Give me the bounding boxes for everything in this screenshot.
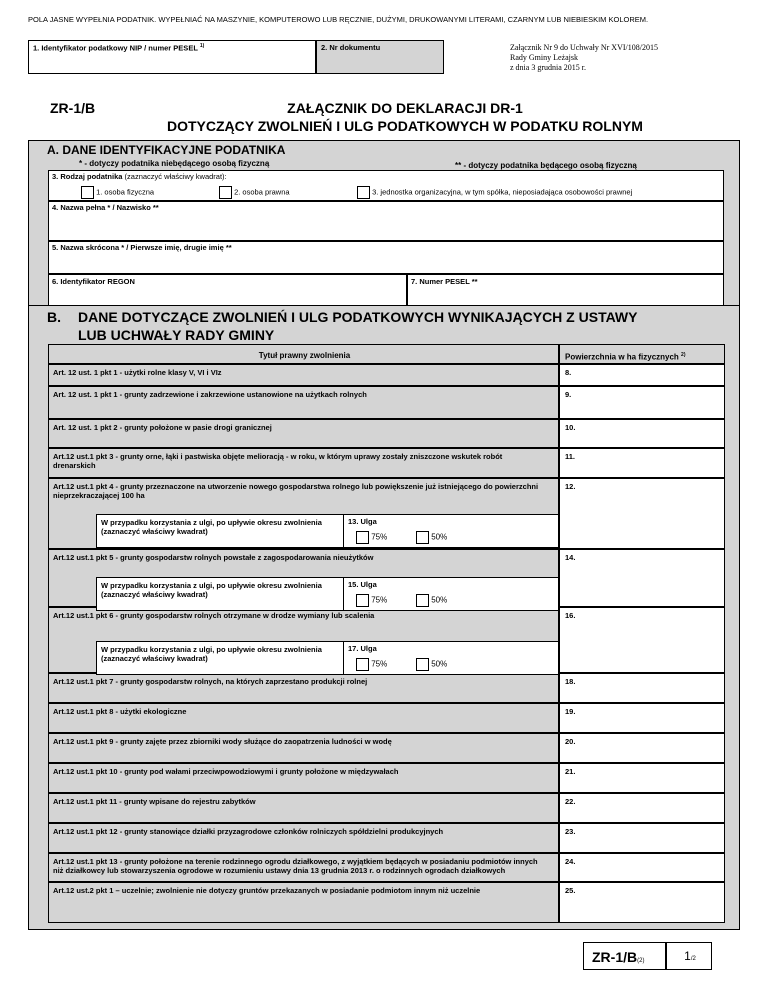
row-title-cell xyxy=(48,703,559,733)
attachment-line: Rady Gminy Leżajsk xyxy=(510,53,578,62)
area-input[interactable] xyxy=(559,823,725,853)
row-title: Art.12 ust.1 pkt 8 - użytki ekologiczne xyxy=(53,707,187,716)
field-number: 11. xyxy=(565,452,576,461)
field-number: 14. xyxy=(565,553,576,562)
regon-field[interactable] xyxy=(48,274,407,306)
area-input[interactable] xyxy=(559,703,725,733)
area-input[interactable] xyxy=(559,607,725,673)
field-number: 25. xyxy=(565,886,576,895)
regon-label: 6. Identyfikator REGON xyxy=(52,277,135,286)
field-number: 24. xyxy=(565,857,576,866)
attachment-note xyxy=(510,43,658,73)
option-label: 3. jednostka organizacyjna, w tym spółka, nieposiadająca osobowości prawnej xyxy=(372,187,633,197)
section-a-letter: A. xyxy=(47,143,59,157)
field-number: 23. xyxy=(565,827,576,836)
field-number: 12. xyxy=(565,482,576,491)
checkbox[interactable] xyxy=(219,186,232,199)
footer-code-box xyxy=(583,942,666,970)
col-area-label: Powierzchnia w ha fizycznych xyxy=(565,352,679,362)
checkbox[interactable] xyxy=(416,531,429,544)
pct-label: 50% xyxy=(431,532,448,542)
checkbox[interactable] xyxy=(81,186,94,199)
option-natural-person[interactable] xyxy=(81,186,154,199)
row-title: Art.12 ust.1 pkt 13 - grunty położone na terenie rodzinnego ogrodu działkowego, z wyjątkiem będących w posiadaniu podmiotów innych niż działkowcy lub stowarzyszenia ogrodowe w rozumieniu ustawy dnia 13 grudnia 2013 r. o rodzinnych ogrodach działkowych xyxy=(53,857,538,875)
field-number: 9. xyxy=(565,390,572,399)
page-current: 1 xyxy=(684,949,691,963)
footnote-ref: 2) xyxy=(681,352,686,358)
relief-label: 17. Ulga xyxy=(348,644,377,653)
option-legal-person[interactable] xyxy=(219,186,290,199)
row-title: Art. 12 ust. 1 pkt 1 - użytki rolne klasy V, VI i VIz xyxy=(53,368,222,377)
form-instruction: POLA JASNE WYPEŁNIA PODATNIK. WYPEŁNIAĆ NA MASZYNIE, KOMPUTEROWO LUB RĘCZNIE, DUŻYMI, DRUKOWANYMI LITERAMI, CZARNYM LUB NIEBIESKIM KOLOREM. xyxy=(28,15,649,24)
taxpayer-type-field xyxy=(48,170,724,201)
row-title-cell xyxy=(48,733,559,763)
section-b-title-line1: DANE DOTYCZĄCE ZWOLNIEŃ I ULG PODATKOWYCH WYNIKAJĄCYCH Z USTAWY xyxy=(78,309,638,325)
field-number: 18. xyxy=(565,677,576,686)
relief-option-50[interactable] xyxy=(416,594,447,607)
area-input[interactable] xyxy=(559,733,725,763)
relief-text: W przypadku korzystania z ulgi, po upływie okresu zwolnienia (zaznaczyć właściwy kwadrat) xyxy=(101,645,322,663)
area-input[interactable] xyxy=(559,386,725,419)
section-b-letter: B. xyxy=(47,309,61,325)
footer-code-text: ZR-1/B xyxy=(592,949,638,965)
relief-option-50[interactable] xyxy=(416,658,447,671)
col-area-caption xyxy=(565,352,686,362)
footnote-ref: 1) xyxy=(199,43,205,49)
row-title: Art.12 ust.2 pkt 1 – uczelnie; zwolnienie nie dotyczy gruntów przekazanych w posiadanie podmiotom innym niż uczelnie xyxy=(53,886,481,895)
checkbox[interactable] xyxy=(416,594,429,607)
row-title-cell xyxy=(48,882,559,923)
pct-label: 50% xyxy=(431,659,448,669)
row-title-cell xyxy=(48,763,559,793)
col-header-title xyxy=(48,344,559,364)
relief-option-75[interactable] xyxy=(356,658,387,671)
relief-box xyxy=(96,641,559,675)
field-number: 8. xyxy=(565,368,572,377)
row-title-cell xyxy=(48,793,559,823)
checkbox[interactable] xyxy=(416,658,429,671)
taxpayer-type-caption xyxy=(52,172,227,181)
row-title: Art.12 ust.1 pkt 4 - grunty przeznaczone na utworzenie nowego gospodarstwa rolnego lub powiększenie już istniejącego do powierzchni nieprzekraczającej 100 ha xyxy=(53,482,539,500)
row-title: Art.12 ust.1 pkt 3 - grunty orne, łąki i pastwiska objęte melioracją - w roku, w którym uprawy zostały zniszczone wskutek robót drenarskich xyxy=(53,452,503,470)
attachment-line: z dnia 3 grudnia 2015 r. xyxy=(510,63,586,72)
relief-field xyxy=(343,641,560,675)
form-code: ZR-1/B xyxy=(50,100,96,116)
row-title: Art.12 ust.1 pkt 11 - grunty wpisane do rejestru zabytków xyxy=(53,797,256,806)
checkbox[interactable] xyxy=(356,594,369,607)
pct-label: 50% xyxy=(431,595,448,605)
area-input[interactable] xyxy=(559,853,725,882)
option-label: 2. osoba prawna xyxy=(234,187,290,197)
field-number: 20. xyxy=(565,737,576,746)
nip-pesel-field[interactable] xyxy=(28,40,316,74)
area-input[interactable] xyxy=(559,763,725,793)
row-title: Art.12 ust.1 pkt 5 - grunty gospodarstw rolnych powstałe z zagospodarowania nieużytków xyxy=(53,553,374,562)
option-organizational-unit[interactable] xyxy=(357,186,632,199)
row-title-cell xyxy=(48,853,559,882)
row-title-cell xyxy=(48,419,559,448)
pct-label: 75% xyxy=(371,532,388,542)
pesel-label: 7. Numer PESEL ** xyxy=(411,277,478,286)
checkbox[interactable] xyxy=(356,658,369,671)
nip-pesel-label: 1. Identyfikator podatkowy NIP / numer PESEL xyxy=(33,43,198,53)
option-label: 1. osoba fizyczna xyxy=(96,187,155,197)
document-number-label: 2. Nr dokumentu xyxy=(321,43,381,52)
relief-box xyxy=(96,514,559,548)
section-a-header xyxy=(47,143,285,157)
section-a-title: DANE IDENTYFIKACYJNE PODATNIKA xyxy=(62,143,286,157)
short-name-label: 5. Nazwa skrócona * / Pierwsze imię, drugie imię ** xyxy=(52,243,232,252)
area-input[interactable] xyxy=(559,793,725,823)
area-input[interactable] xyxy=(559,882,725,923)
relief-field xyxy=(343,514,560,548)
note-legal-entity: * - dotyczy podatnika niebędącego osobą fizyczną xyxy=(79,159,270,168)
footer-code xyxy=(592,949,644,965)
relief-label: 15. Ulga xyxy=(348,580,377,589)
page-total: /2 xyxy=(690,956,696,962)
relief-option-75[interactable] xyxy=(356,594,387,607)
field-number: 10. xyxy=(565,423,576,432)
attachment-line: Załącznik Nr 9 do Uchwały Nr XVI/108/2015 xyxy=(510,43,658,52)
field-number: 16. xyxy=(565,611,576,620)
taxpayer-type-hint: (zaznaczyć właściwy kwadrat): xyxy=(124,172,227,181)
col-header-area xyxy=(559,344,725,364)
row-title: Art.12 ust.1 pkt 7 - grunty gospodarstw rolnych, na których zaprzestano produkcji rolnej xyxy=(53,677,368,686)
relief-text: W przypadku korzystania z ulgi, po upływie okresu zwolnienia (zaznaczyć właściwy kwadrat) xyxy=(101,581,322,599)
row-title: Art.12 ust.1 pkt 6 - grunty gospodarstw rolnych otrzymane w drodze wymiany lub scalenia xyxy=(53,611,375,620)
short-name-field[interactable] xyxy=(48,241,724,274)
checkbox[interactable] xyxy=(357,186,370,199)
full-name-label: 4. Nazwa pełna * / Nazwisko ** xyxy=(52,203,159,212)
relief-field xyxy=(343,577,560,611)
row-title: Art. 12 ust. 1 pkt 2 - grunty położone w pasie drogi granicznej xyxy=(53,423,272,432)
note-natural-person: ** - dotyczy podatnika będącego osobą fizyczną xyxy=(455,161,637,170)
section-b-title-line2: LUB UCHWAŁY RADY GMINY xyxy=(78,327,275,343)
pct-label: 75% xyxy=(371,595,388,605)
pesel-field[interactable] xyxy=(407,274,724,306)
relief-box xyxy=(96,577,559,611)
row-title-cell xyxy=(48,364,559,386)
row-title: Art.12 ust.1 pkt 12 - grunty stanowiące działki przyzagrodowe członków rolniczych spółdzielni produkcyjnych xyxy=(53,827,444,836)
field-number: 22. xyxy=(565,797,576,806)
row-title: Art.12 ust.1 pkt 10 - grunty pod wałami przeciwpowodziowymi i grunty położone w międzywałach xyxy=(53,767,399,776)
field-number: 19. xyxy=(565,707,576,716)
checkbox[interactable] xyxy=(356,531,369,544)
area-input[interactable] xyxy=(559,549,725,607)
page-number-box xyxy=(666,942,712,970)
taxpayer-type-label: 3. Rodzaj podatnika xyxy=(52,172,123,181)
relief-option-50[interactable] xyxy=(416,531,447,544)
document-number-field xyxy=(316,40,444,74)
row-title: Art. 12 ust. 1 pkt 1 - grunty zadrzewione i zakrzewione ustanowione na użytkach rolnych xyxy=(53,390,367,399)
area-input[interactable] xyxy=(559,448,725,478)
relief-label: 13. Ulga xyxy=(348,517,377,526)
page-number xyxy=(667,949,713,963)
relief-option-75[interactable] xyxy=(356,531,387,544)
col-title-label: Tytuł prawny zwolnienia xyxy=(258,351,351,360)
area-input[interactable] xyxy=(559,478,725,549)
row-title-cell xyxy=(48,823,559,853)
row-title-cell xyxy=(48,386,559,419)
row-title: Art.12 ust.1 pkt 9 - grunty zajęte przez zbiorniki wody służące do zaopatrzenia ludności w wodę xyxy=(53,737,392,746)
form-title-line2: DOTYCZĄCY ZWOLNIEŃ I ULG PODATKOWYCH W PODATKU ROLNYM xyxy=(167,118,643,134)
footer-code-sub: (2) xyxy=(637,958,645,964)
pct-label: 75% xyxy=(371,659,388,669)
relief-text: W przypadku korzystania z ulgi, po upływie okresu zwolnienia (zaznaczyć właściwy kwadrat) xyxy=(101,518,322,536)
area-input[interactable] xyxy=(559,673,725,703)
area-input[interactable] xyxy=(559,364,725,386)
area-input[interactable] xyxy=(559,419,725,448)
form-title-line1: ZAŁĄCZNIK DO DEKLARACJI DR-1 xyxy=(287,100,523,116)
full-name-field[interactable] xyxy=(48,201,724,241)
row-title-cell xyxy=(48,673,559,703)
row-title-cell xyxy=(48,448,559,478)
field-number: 21. xyxy=(565,767,576,776)
